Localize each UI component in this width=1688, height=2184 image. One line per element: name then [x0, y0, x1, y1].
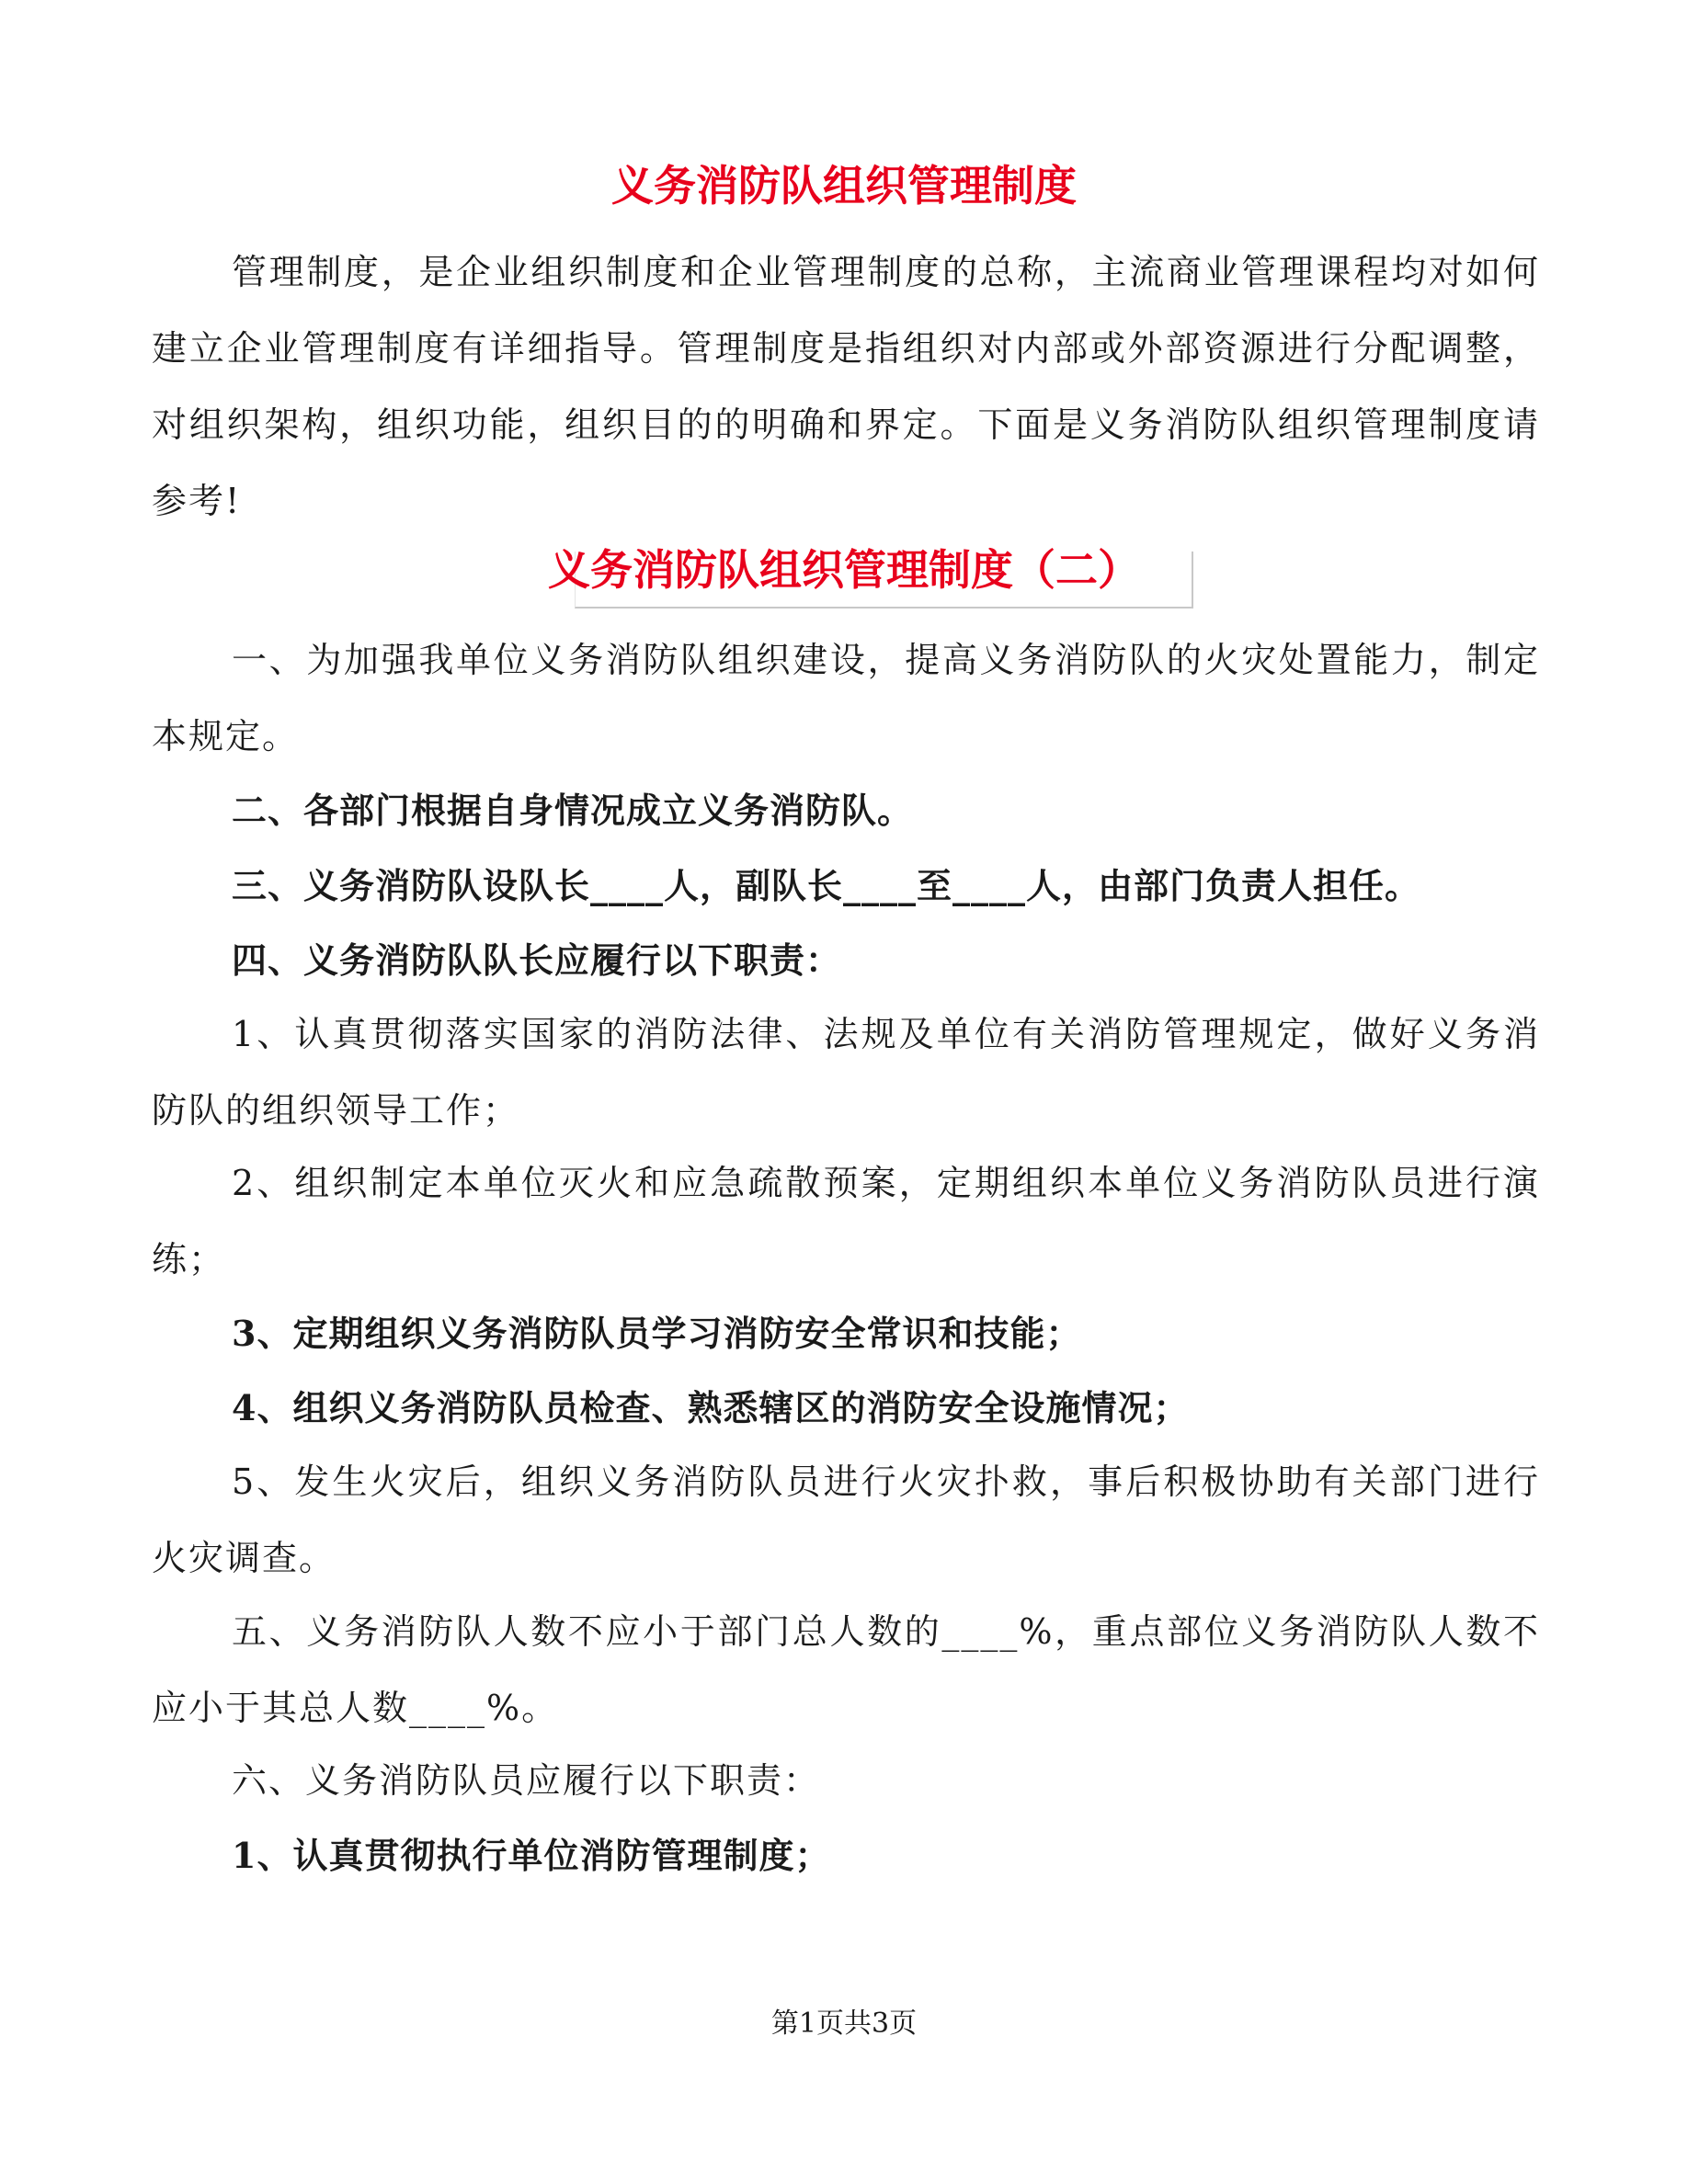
paragraph-7: 3、定期组织义务消防队员学习消防安全常识和技能； — [232, 1313, 1082, 1354]
page-number: 第1页共3页 — [770, 2008, 918, 2040]
paragraph-6: 2、组织制定本单位灭火和应急疏散预案，定期组织本单位义务消防队员进行演练； — [152, 1163, 1540, 1280]
paragraph-4: 四、义务消防队队长应履行以下职责： — [232, 939, 842, 981]
paragraph-8: 4、组织义务消防队员检查、熟悉辖区的消防安全设施情况； — [232, 1387, 1190, 1428]
document-title: 义务消防队组织管理制度 — [611, 161, 1077, 210]
paragraph-10: 五、义务消防队人数不应小于部门总人数的____%，重点部位义务消防队人数不应小于其总人数____%。 — [152, 1611, 1540, 1728]
paragraph-9: 5、发生火灾后，组织义务消防队员进行火灾扑救，事后积极协助有关部门进行火灾调查。 — [152, 1462, 1540, 1578]
paragraph-12: 1、认真贯彻执行单位消防管理制度； — [232, 1835, 831, 1876]
paragraph-3: 三、义务消防队设队长____人，副队长____至____人，由部门负责人担任。 — [232, 865, 1421, 906]
paragraph-5: 1、认真贯彻落实国家的消防法律、法规及单位有关消防管理规定，做好义务消防队的组织领导工作； — [152, 1014, 1540, 1131]
paragraph-2: 二、各部门根据自身情况成立义务消防队。 — [232, 790, 914, 831]
intro-paragraph: 管理制度，是企业组织制度和企业管理制度的总称，主流商业管理课程均对如何建立企业管理制度有详细指导。管理制度是指组织对内部或外部资源进行分配调整，对组织架构，组织功能，组织目的的明确和界定。下面是义务消防队组织管理制度请参考! — [152, 252, 1540, 521]
section-subtitle: 义务消防队组织管理制度（二） — [548, 545, 1140, 595]
paragraph-1: 一、为加强我单位义务消防队组织建设，提高义务消防队的火灾处置能力，制定本规定。 — [152, 640, 1540, 756]
paragraph-11: 六、义务消防队员应履行以下职责： — [232, 1760, 821, 1801]
